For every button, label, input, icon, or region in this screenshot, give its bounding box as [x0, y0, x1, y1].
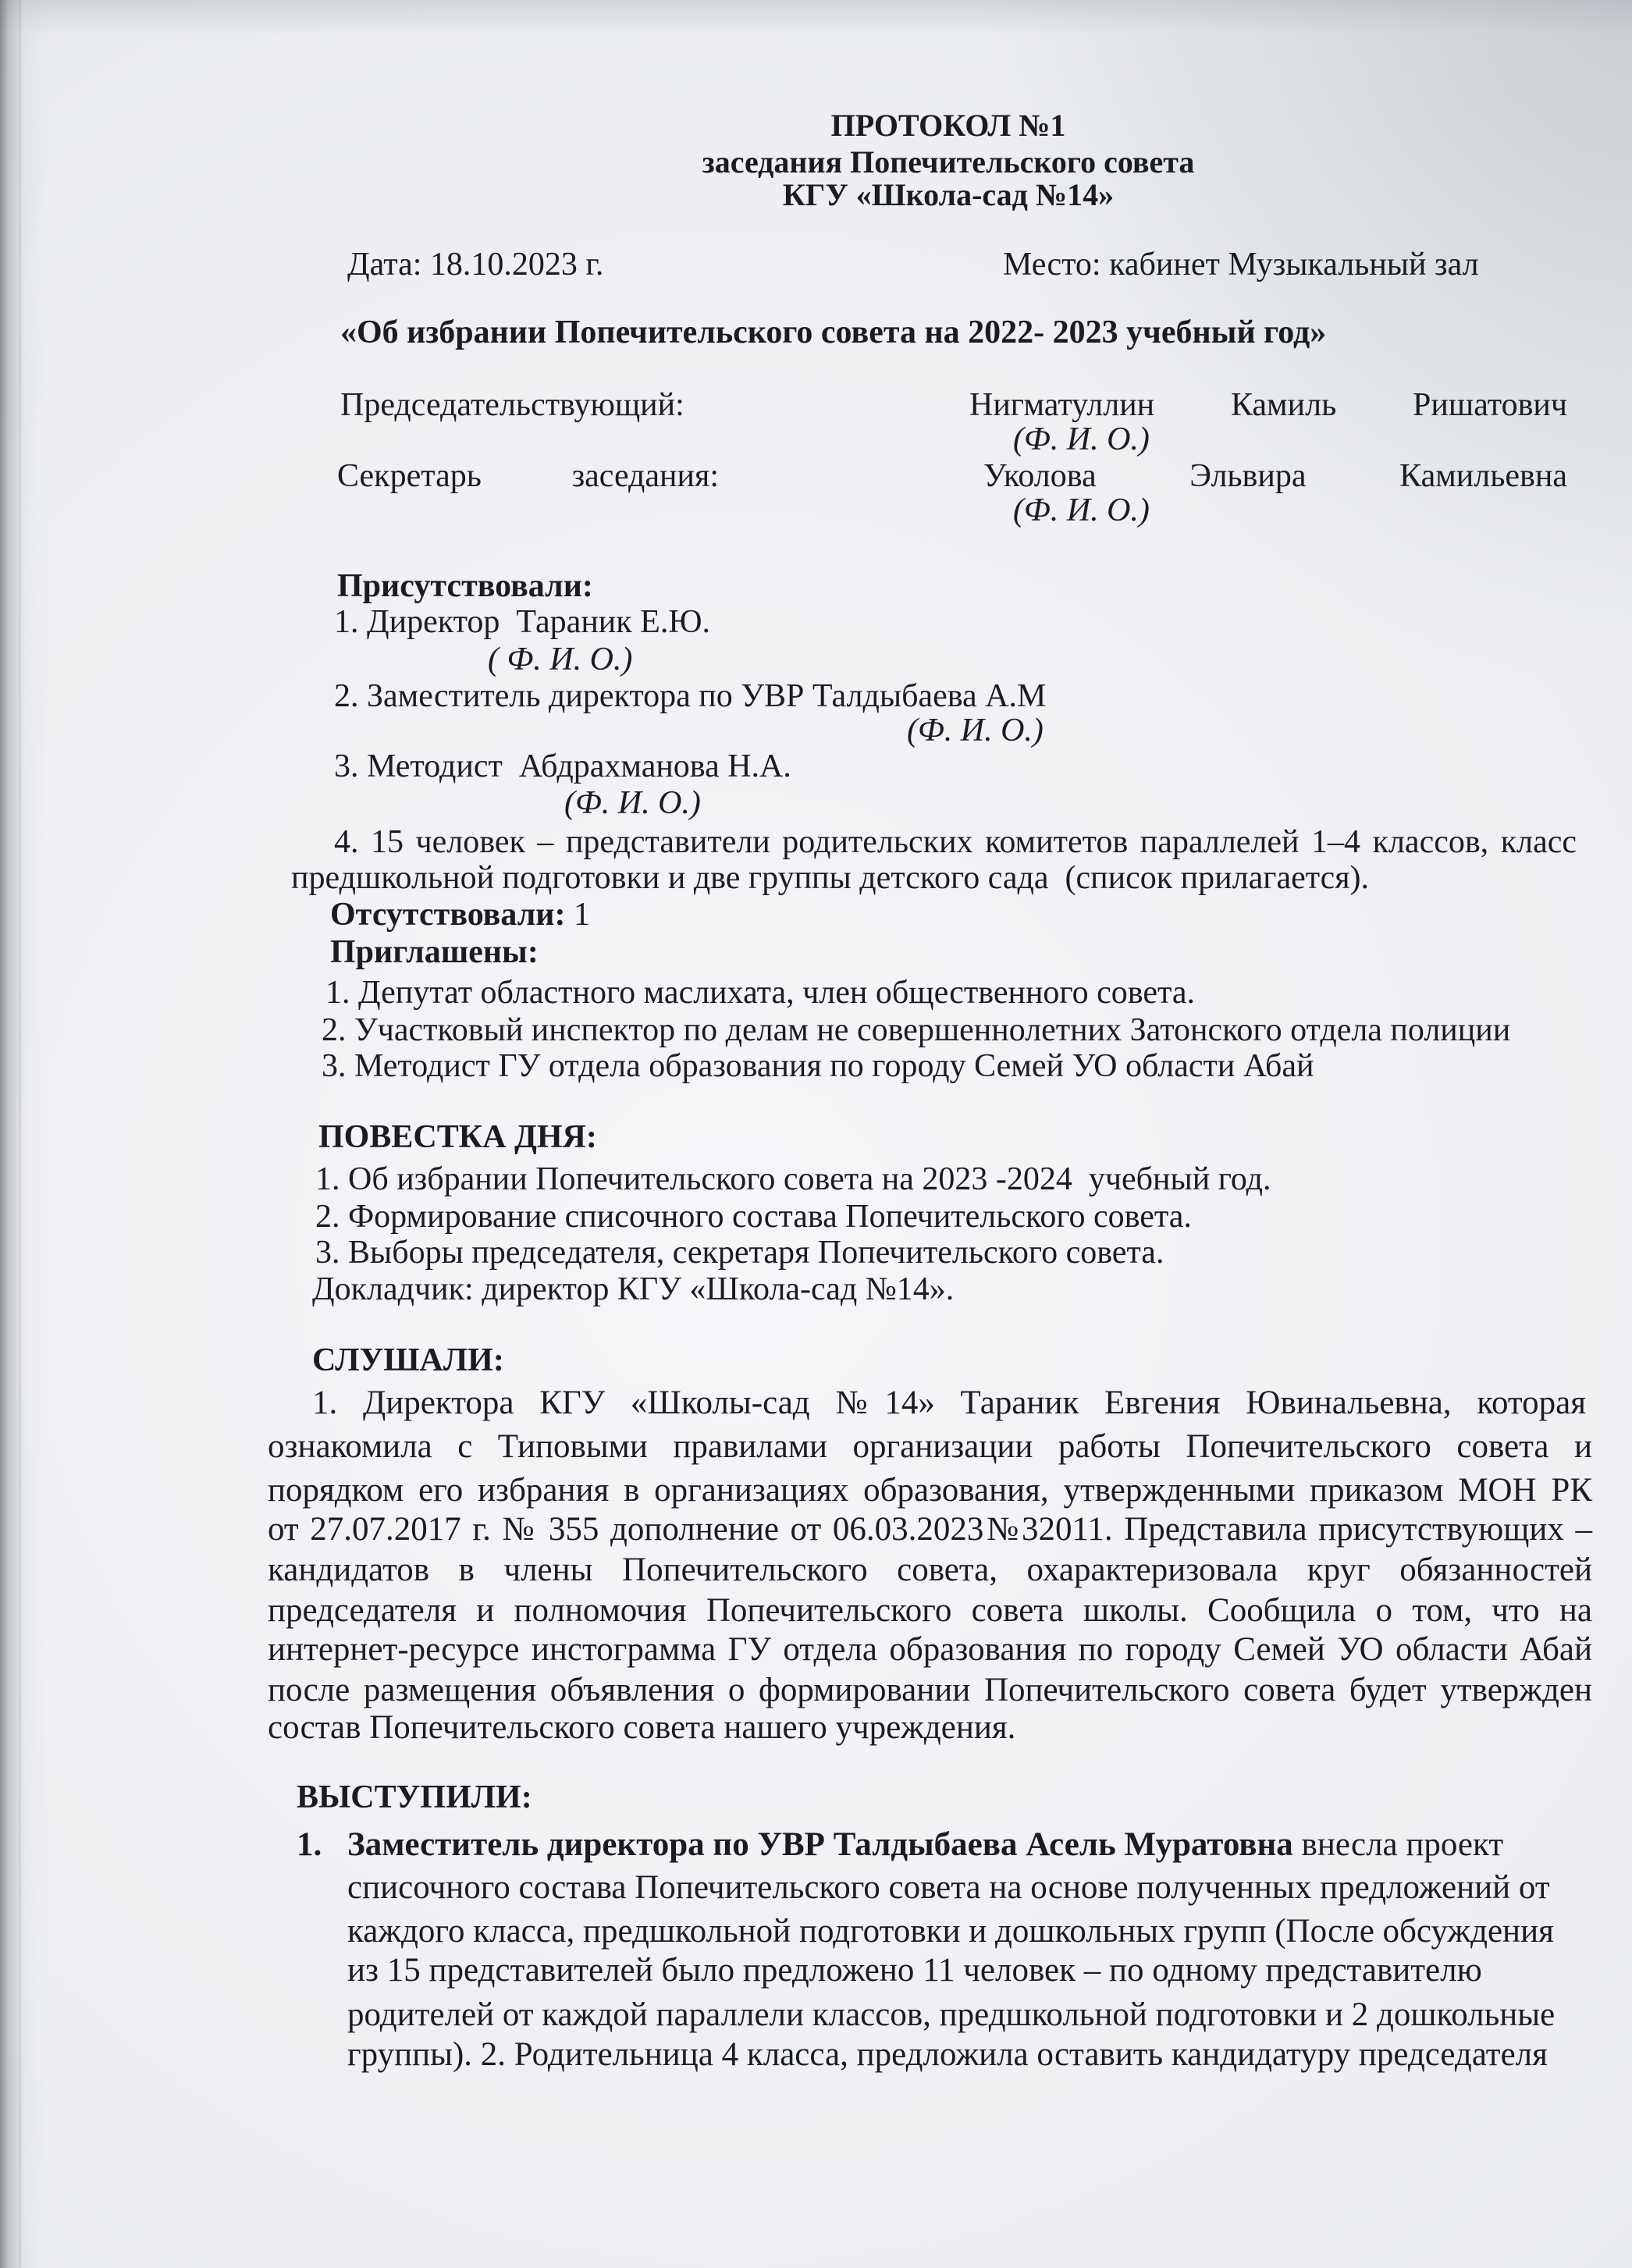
- present-parents-line: 4. 15 человек – представители родительских комитетов параллелей 1–4 классов, класс: [334, 824, 1577, 860]
- agenda-item: 2. Формирование списочного состава Попечительского совета.: [315, 1199, 1192, 1235]
- spoke-line: родителей от каждой параллели классов, предшкольной подготовки и 2 дошкольные: [347, 1996, 1556, 2033]
- agenda-heading: ПОВЕСТКА ДНЯ:: [318, 1119, 597, 1155]
- present-item: 2. Заместитель директора по УВР Талдыбаева А.М: [334, 678, 1047, 714]
- secretary-label-word-1: Секретарь: [337, 458, 482, 494]
- meeting-date: Дата: 18.10.2023 г.: [347, 247, 604, 283]
- listened-line: председателя и полномочия Попечительского совета школы. Сообщила о том, что на: [268, 1592, 1592, 1629]
- present-item-fio-hint: (Ф. И. О.): [564, 785, 701, 821]
- secretary-last-name: Уколова: [983, 458, 1097, 494]
- absent-count: 1: [573, 897, 590, 933]
- meeting-topic: «Об избрании Попечительского совета на 2022- 2023 учебный год»: [340, 315, 1327, 350]
- invited-item: 2. Участковый инспектор по делам не совершеннолетних Затонского отдела полиции: [322, 1012, 1511, 1048]
- chair-label: Председательствующий:: [340, 387, 684, 423]
- invited-heading: Приглашены:: [330, 934, 539, 970]
- absent-row: [330, 895, 590, 934]
- present-item: 3. Методист Абдрахманова Н.А.: [334, 748, 791, 784]
- secretary-patronymic: Камильевна: [1399, 458, 1567, 494]
- spoke-line: [347, 1824, 1503, 1866]
- spoke-line: группы). 2. Родительница 4 класса, предложила оставить кандидатуру председателя: [347, 2036, 1548, 2073]
- present-heading: Присутствовали:: [337, 568, 593, 604]
- spoke-item-number: 1.: [297, 1826, 322, 1863]
- chair-patronymic: Ришатович: [1413, 387, 1567, 423]
- meeting-place: Место: кабинет Музыкальный зал: [1003, 247, 1479, 283]
- secretary-fio-hint: (Ф. И. О.): [1013, 492, 1150, 528]
- protocol-title: ПРОТОКОЛ №1: [830, 108, 1066, 143]
- listened-line: ознакомила с Типовыми правилами организации работы Попечительского совета и: [268, 1428, 1592, 1465]
- agenda-item: 3. Выборы председателя, секретаря Попечительского совета.: [315, 1235, 1164, 1271]
- protocol-subtitle: заседания Попечительского совета: [702, 144, 1195, 180]
- present-item-fio-hint: (Ф. И. О.): [907, 713, 1044, 748]
- present-item-fio-hint: ( Ф. И. О.): [488, 642, 633, 677]
- chair-fio-hint: (Ф. И. О.): [1013, 421, 1150, 457]
- agenda-item: 1. Об избрании Попечительского совета на 2023 -2024 учебный год.: [315, 1161, 1271, 1197]
- spoke-line: списочного состава Попечительского совета на основе полученных предложений от: [347, 1869, 1550, 1906]
- listened-line: порядком его избрания в организациях образования, утвержденными приказом МОН РК: [268, 1472, 1592, 1509]
- organization-name: КГУ «Школа-сад №14»: [782, 177, 1115, 212]
- invited-item: 3. Методист ГУ отдела образования по городу Семей УО области Абай: [322, 1048, 1314, 1084]
- agenda-reporter: Докладчик: директор КГУ «Школа-сад №14».: [312, 1271, 955, 1307]
- chair-name: [969, 386, 1567, 425]
- spoke-line: каждого класса, предшкольной подготовки и дошкольных групп (После обсуждения: [347, 1913, 1554, 1950]
- listened-line: после размещения объявления о формировании Попечительского совета будет утвержден: [268, 1672, 1592, 1708]
- spoke-speaker: Заместитель директора по УВР Талдыбаева Асель Муратовна: [347, 1826, 1293, 1863]
- absent-label: Отсутствовали:: [330, 897, 566, 933]
- invited-item: 1. Депутат областного маслихата, член общественного совета.: [325, 975, 1195, 1011]
- spoke-heading: ВЫСТУПИЛИ:: [297, 1779, 532, 1815]
- secretary-name: [983, 457, 1567, 496]
- listened-line: состав Попечительского совета нашего учреждения.: [268, 1709, 1016, 1746]
- secretary-label-word-2: заседания:: [571, 458, 719, 494]
- chair-first-name: Камиль: [1230, 387, 1337, 423]
- listened-line: кандидатов в члены Попечительского совета, охарактеризовала круг обязанностей: [268, 1552, 1592, 1588]
- listened-line: от 27.07.2017 г. № 355 дополнение от 06.03.2023№32011. Представила присутствующих –: [268, 1511, 1592, 1548]
- listened-line: 1. Директора КГУ «Школы-сад №14» Тараник Евгения Ювинальевна, которая: [312, 1385, 1586, 1421]
- spoke-line-rest: внесла проект: [1301, 1826, 1504, 1863]
- spoke-line: из 15 представителей было предложено 11 человек – по одному представителю: [347, 1952, 1482, 1989]
- secretary-label: [337, 457, 719, 496]
- listened-line: интернет-ресурсе инстограмма ГУ отдела образования по городу Семей УО области Абай: [268, 1631, 1592, 1668]
- chair-last-name: Нигматуллин: [969, 387, 1155, 423]
- secretary-first-name: Эльвира: [1189, 458, 1307, 494]
- present-item: 1. Директор Тараник Е.Ю.: [334, 604, 710, 640]
- listened-heading: СЛУШАЛИ:: [312, 1342, 504, 1378]
- present-parents-line: предшкольной подготовки и две группы детского сада (список прилагается).: [291, 860, 1370, 896]
